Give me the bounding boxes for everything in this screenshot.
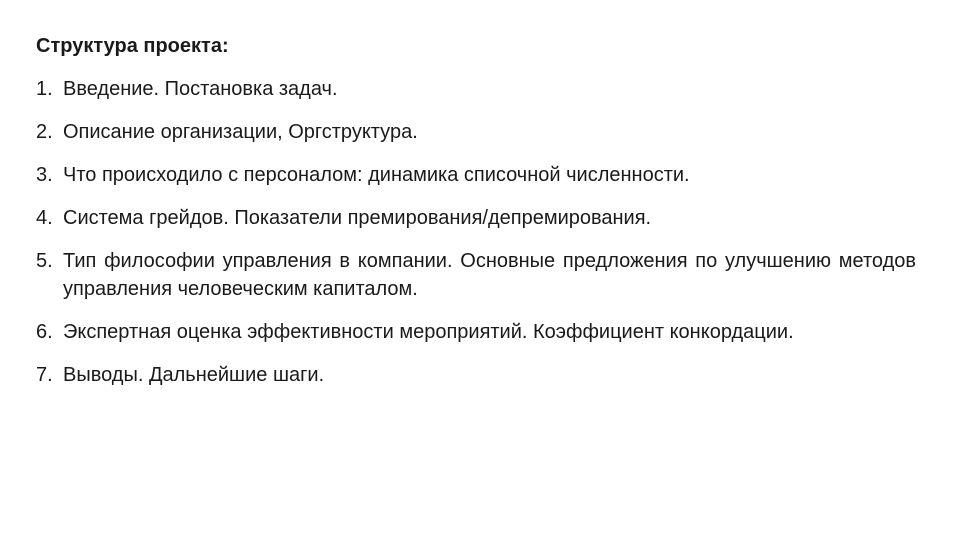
project-structure-list <box>36 75 916 389</box>
list-item-text: Система грейдов. Показатели премирования/депремирования. <box>63 207 652 229</box>
list-item-number: 6. <box>36 321 53 343</box>
list-item-number: 1. <box>36 78 53 100</box>
list-item-4 <box>36 204 916 232</box>
list-item-number: 7. <box>36 364 53 386</box>
list-item-number: 5. <box>36 250 53 272</box>
list-item-text: Что происходило с персоналом: динамика списочной численности. <box>63 164 690 186</box>
list-item-3 <box>36 161 916 189</box>
list-item-7 <box>36 361 916 389</box>
list-item-text: Тип философии управления в компании. Основные предложения по улучшению методов управления человеческим капиталом. <box>63 250 916 300</box>
list-item-number: 2. <box>36 121 53 143</box>
slide-title: Структура проекта: <box>36 35 229 57</box>
list-item-6 <box>36 318 916 346</box>
list-item-number: 3. <box>36 164 53 186</box>
list-item-1 <box>36 75 916 103</box>
list-item-text: Введение. Постановка задач. <box>63 78 338 100</box>
list-item-text: Экспертная оценка эффективности мероприятий. Коэффициент конкордации. <box>63 321 794 343</box>
list-item-text: Выводы. Дальнейшие шаги. <box>63 364 325 386</box>
list-item-text: Описание организации, Оргструктура. <box>63 121 418 143</box>
list-item-5 <box>36 247 916 303</box>
list-item-2 <box>36 118 916 146</box>
list-item-number: 4. <box>36 207 53 229</box>
